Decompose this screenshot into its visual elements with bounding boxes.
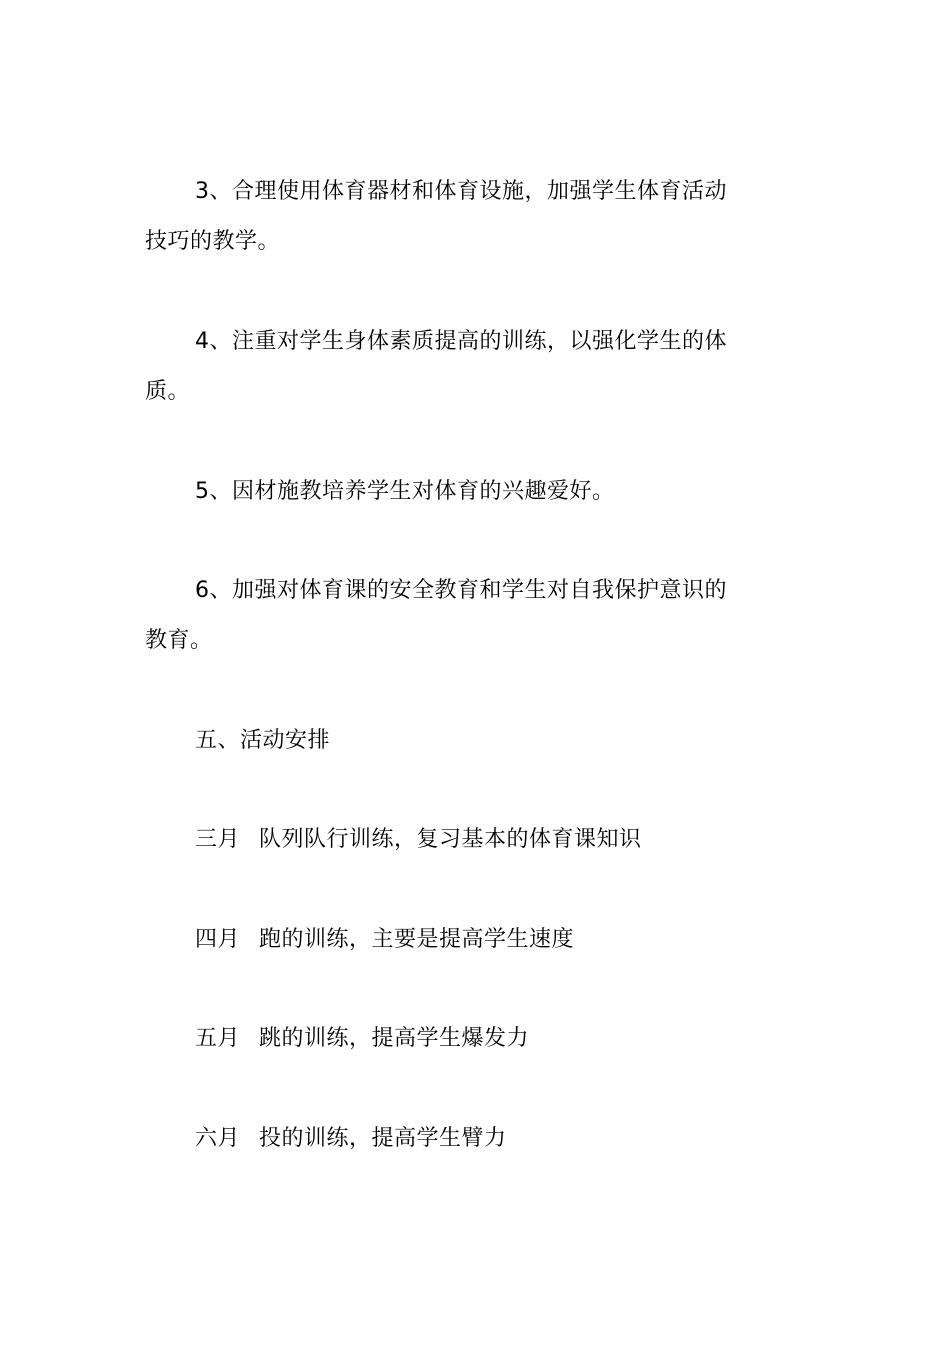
schedule-content: 投的训练，提高学生臂力	[259, 1126, 507, 1151]
schedule-content: 跑的训练，主要是提高学生速度	[259, 927, 575, 952]
schedule-month: 六月	[195, 1126, 241, 1151]
schedule-month: 三月	[195, 827, 241, 852]
schedule-content: 队列队行训练，复习基本的体育课知识	[259, 827, 642, 852]
schedule-month: 五月	[195, 1026, 241, 1051]
schedule-row	[195, 1024, 529, 1054]
paragraph-item-5: 5、因材施教培养学生对体育的兴趣爱好。	[195, 479, 615, 504]
paragraph-item-3: 3、合理使用体育器材和体育设施，加强学生体育活动技巧的教学。	[145, 179, 727, 254]
section-heading: 五、活动安排	[195, 728, 331, 753]
schedule-month: 四月	[195, 927, 241, 952]
schedule-row	[195, 925, 574, 955]
paragraph-item-4: 4、注重对学生身体素质提高的训练，以强化学生的体质。	[145, 329, 727, 404]
paragraph-item-6: 6、加强对体育课的安全教育和学生对自我保护意识的教育。	[145, 578, 727, 653]
schedule-content: 跳的训练，提高学生爆发力	[259, 1026, 530, 1051]
schedule-row	[195, 825, 642, 855]
schedule-row	[195, 1124, 507, 1154]
